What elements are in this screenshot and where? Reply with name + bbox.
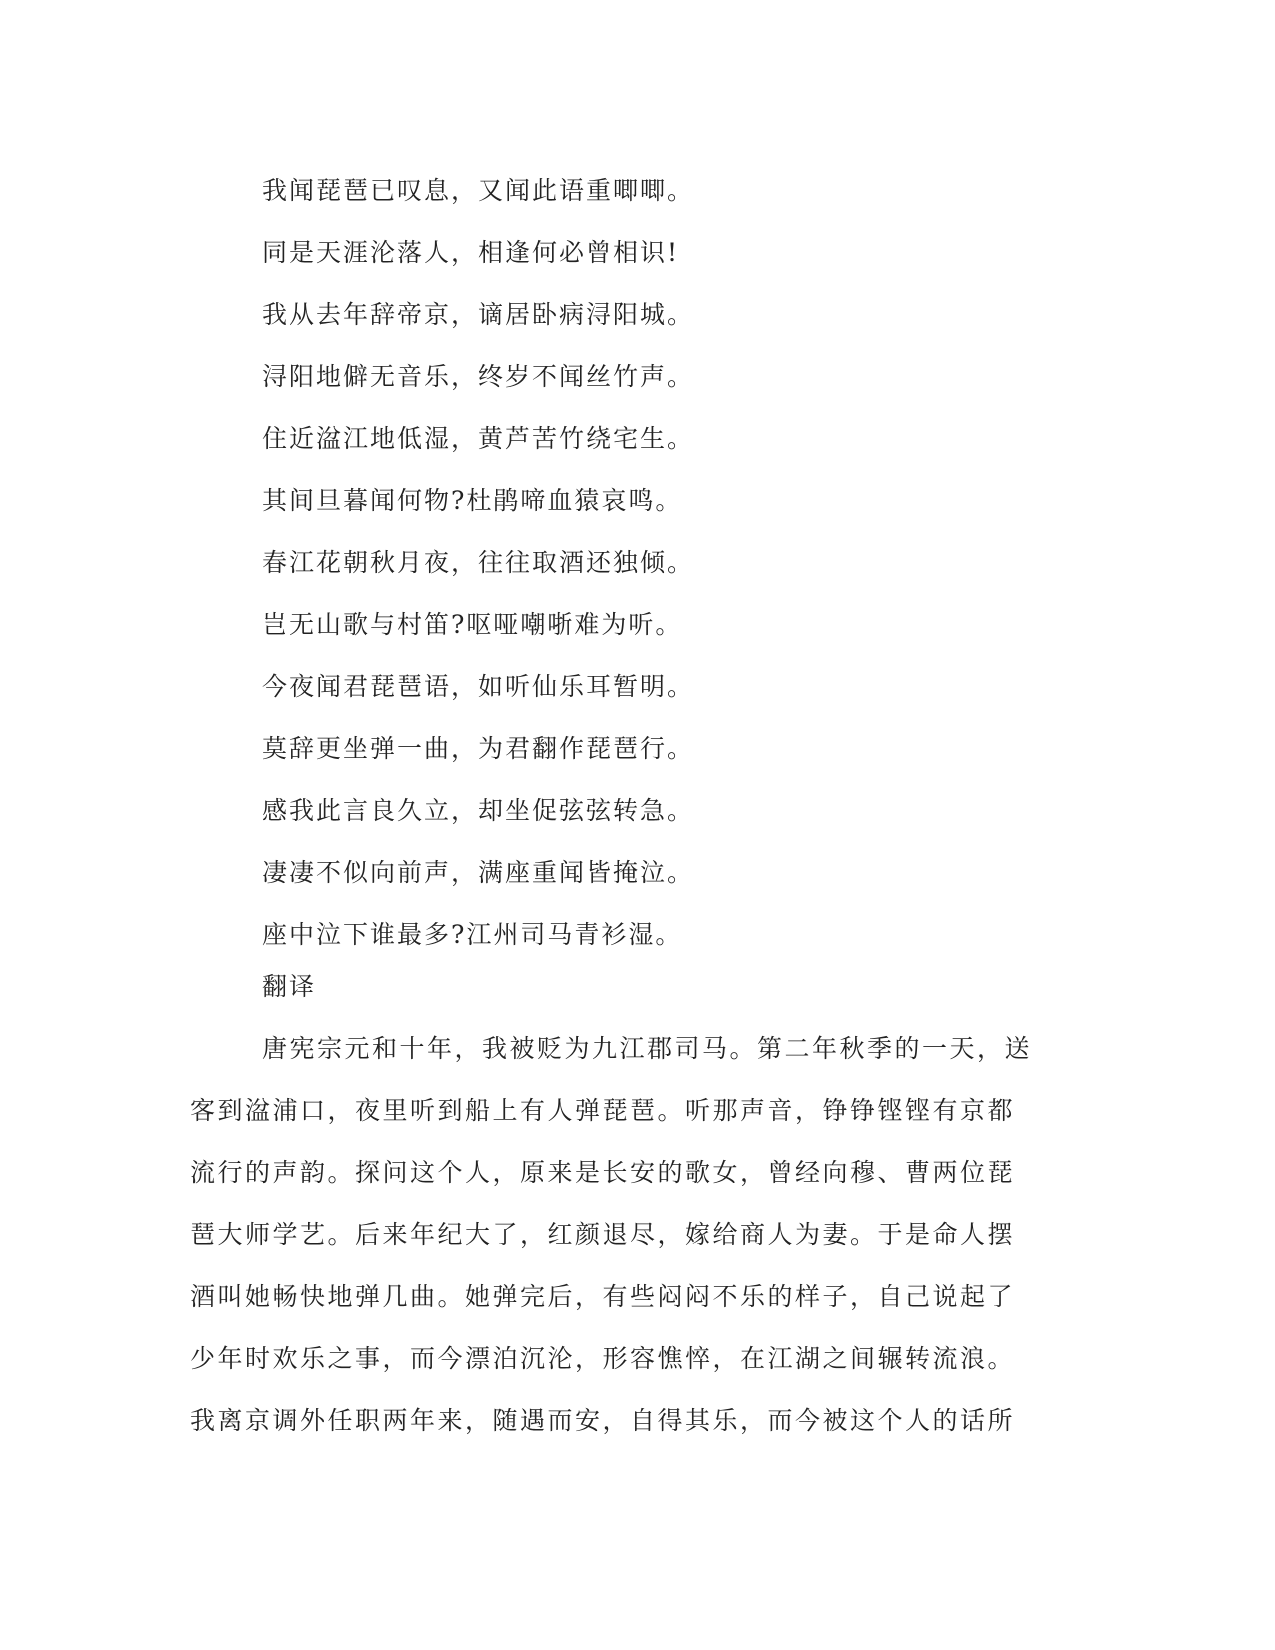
translation-line: 唐宪宗元和十年，我被贬为九江郡司马。第二年秋季的一天，送 — [262, 1034, 1033, 1063]
poem-line: 同是天涯沦落人，相逢何必曾相识! — [262, 238, 680, 267]
translation-line: 我离京调外任职两年来，随遇而安，自得其乐，而今被这个人的话所 — [190, 1406, 1016, 1435]
poem-line: 感我此言良久立，却坐促弦弦转急。 — [262, 796, 695, 825]
translation-line: 酒叫她畅快地弹几曲。她弹完后，有些闷闷不乐的样子，自己说起了 — [190, 1282, 1016, 1311]
poem-line: 岂无山歌与村笛?呕哑嘲哳难为听。 — [262, 610, 683, 639]
translation-paragraph — [190, 1018, 1080, 1452]
poem-line: 我闻琵琶已叹息，又闻此语重唧唧。 — [262, 176, 695, 205]
poem-line: 春江花朝秋月夜，往往取酒还独倾。 — [262, 548, 695, 577]
translation-line: 少年时欢乐之事，而今漂泊沉沦，形容憔悴，在江湖之间辗转流浪。 — [190, 1344, 1016, 1373]
poem-line: 我从去年辞帝京，谪居卧病浔阳城。 — [262, 300, 695, 329]
translation-heading: 翻译 — [262, 972, 317, 1001]
poem-line: 今夜闻君琵琶语，如听仙乐耳暂明。 — [262, 672, 695, 701]
poem-line: 住近湓江地低湿，黄芦苦竹绕宅生。 — [262, 424, 695, 453]
poem-line: 凄凄不似向前声，满座重闻皆掩泣。 — [262, 858, 695, 887]
poem-line: 莫辞更坐弹一曲，为君翻作琵琶行。 — [262, 734, 695, 763]
translation-line: 客到湓浦口，夜里听到船上有人弹琵琶。听那声音，铮铮铿铿有京都 — [190, 1096, 1016, 1125]
poem-line: 浔阳地僻无音乐，终岁不闻丝竹声。 — [262, 362, 695, 391]
poem-line: 座中泣下谁最多?江州司马青衫湿。 — [262, 920, 683, 949]
translation-line: 琶大师学艺。后来年纪大了，红颜退尽，嫁给商人为妻。于是命人摆 — [190, 1220, 1016, 1249]
poem-line: 其间旦暮闻何物?杜鹃啼血猿哀鸣。 — [262, 486, 683, 515]
poem-block — [262, 160, 1082, 966]
translation-line: 流行的声韵。探问这个人，原来是长安的歌女，曾经向穆、曹两位琵 — [190, 1158, 1016, 1187]
